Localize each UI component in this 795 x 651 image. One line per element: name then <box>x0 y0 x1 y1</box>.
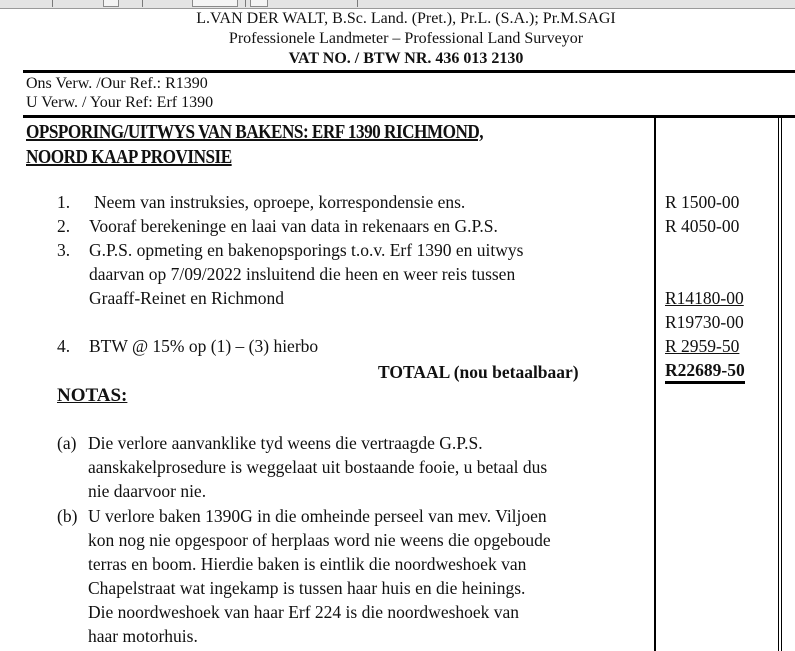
toolbar-separator <box>142 0 143 7</box>
amount-column-left-border <box>654 117 656 651</box>
note-label: (a) <box>57 433 77 453</box>
invoice-title-line2: NOORD KAAP PROVINSIE <box>26 146 232 168</box>
header-rule <box>23 70 795 73</box>
item-description: G.P.S. opmeting en bakenopsporings t.o.v. Erf 1390 en uitwys <box>89 240 524 260</box>
toolbar-button[interactable] <box>103 0 119 7</box>
invoice-title <box>26 120 483 170</box>
item-number: 1. <box>57 192 71 212</box>
amount-column-right-border <box>778 117 779 651</box>
toolbar-separator <box>52 0 53 7</box>
item-description: Neem van instruksies, oproepe, korrespondensie ens. <box>94 192 466 212</box>
table-top-rule <box>23 115 795 118</box>
letterhead-vat: VAT NO. / BTW NR. 436 013 2130 <box>288 50 524 67</box>
our-reference: Ons Verw. /Our Ref.: R1390 <box>26 75 208 92</box>
note-text: kon nog nie opgespoor of herplaas word nie weens die opgeboude <box>88 530 551 550</box>
item-description: Graaff-Reinet en Richmond <box>89 288 285 308</box>
note-label: (b) <box>57 506 78 526</box>
item-amount: R 4050-00 <box>665 216 740 236</box>
note-text: nie daarvoor nie. <box>88 481 207 501</box>
note-text: Die verlore aanvanklike tyd weens die vertraagde G.P.S. <box>88 433 483 453</box>
vat-amount: R 2959-50 <box>665 336 740 356</box>
note-text: Die noordweshoek van haar Erf 224 is die noordweshoek van <box>88 602 520 622</box>
amount-column-right-border-2 <box>781 117 782 651</box>
item-amount: R14180-00 <box>665 288 744 308</box>
item-number: 4. <box>57 336 71 356</box>
note-text: aanskakelprosedure is weggelaat uit bostaande fooie, u betaal dus <box>88 457 548 477</box>
invoice-title-line1: OPSPORING/UITWYS VAN BAKENS: ERF 1390 RICHMOND, <box>26 121 484 143</box>
viewer-toolbar <box>0 0 795 9</box>
notes-heading: NOTAS: <box>57 385 128 406</box>
item-description: BTW @ 15% op (1) – (3) hierbo <box>89 336 319 356</box>
item-amount: R 1500-00 <box>665 192 740 212</box>
letterhead-profession: Professionele Landmeter – Professional Land Surveyor <box>228 30 584 47</box>
toolbar-field[interactable] <box>192 0 238 7</box>
toolbar-button[interactable] <box>250 0 268 7</box>
your-reference: U Verw. / Your Ref: Erf 1390 <box>26 94 214 111</box>
total-amount: R22689-50 <box>665 360 745 384</box>
note-text: terras en boom. Hierdie baken is eintlik die noordweshoek van <box>88 554 527 574</box>
note-text: haar motorhuis. <box>88 626 198 646</box>
total-label: TOTAAL (nou betaalbaar) <box>378 362 579 382</box>
note-text: Chapelstraat wat ingekamp is tussen haar huis en die heinings. <box>88 578 526 598</box>
item-number: 2. <box>57 216 71 236</box>
item-description: Vooraf berekeninge en laai van data in rekenaars en G.P.S. <box>89 216 498 236</box>
toolbar-separator <box>245 0 246 7</box>
note-text: U verlore baken 1390G in die omheinde perseel van mev. Viljoen <box>88 506 547 526</box>
subtotal-amount: R19730-00 <box>665 312 744 332</box>
letterhead-name: L.VAN DER WALT, B.Sc. Land. (Pret.), Pr.L. (S.A.); Pr.M.SAGI <box>196 10 616 27</box>
item-number: 3. <box>57 240 71 260</box>
toolbar-separator <box>357 0 358 7</box>
item-description: daarvan op 7/09/2022 insluitend die heen en weer reis tussen <box>89 264 516 284</box>
